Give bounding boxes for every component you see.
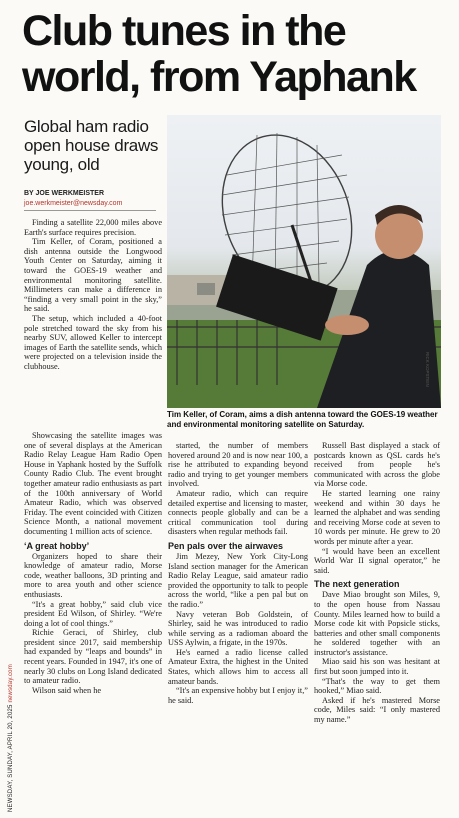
article-column-1-top	[24, 218, 162, 372]
paragraph: “That's the way to get them hooked,” Miao said.	[314, 676, 440, 696]
paragraph: Finding a satellite 22,000 miles above Earth's surface requires precision.	[24, 218, 162, 237]
section-heading: The next generation	[314, 579, 400, 590]
paragraph: Tim Keller, of Coram, positioned a dish antenna outside the Longwood Youth Center on Saturday, aiming it toward the GOES-19 weather and environmental monitoring satellite. Millimeters can make a difference in “finding a very small point in the sky,” he said.	[24, 237, 162, 314]
folio-date: NEWSDAY, SUNDAY, APRIL 20, 2025	[8, 704, 14, 812]
author-email-link[interactable]: joe.werkmeister@newsday.com	[24, 200, 123, 207]
paragraph: Asked if he's mastered Morse code, Miles said: “I only mastered my name.”	[314, 695, 440, 725]
paragraph: The setup, which included a 40-foot pole stretched toward the sky from his nearby SUV, allowed Keller to intercept images of Earth the satellite sends, which were projected on a television inside the clubhouse.	[24, 313, 162, 371]
page-folio	[8, 664, 14, 812]
paragraph: Wilson said when he	[32, 685, 102, 695]
paragraph: Showcasing the satellite images was one of several displays at the American Radio Relay League Ham Radio Open House in Yaphank hosted by the Suffolk County Radio Club. The event brought together amateur radio enthusiasts as part of the 100th anniversary of World Amateur Radio, which was observed Friday. The event coincided with Citizen Science Month, a national movement documenting 1 million acts of science.	[24, 431, 162, 536]
article-photo	[167, 115, 441, 408]
paragraph: “It's an expensive hobby but I enjoy it,” he said.	[168, 686, 308, 705]
headline-line-1: Club tunes in the	[22, 7, 346, 55]
article-column-1-bottom	[24, 431, 162, 695]
article-column-2	[168, 441, 308, 705]
byline-divider	[24, 210, 156, 211]
photo-caption: Tim Keller, of Coram, aims a dish antenna toward the GOES-19 weather and environmental monitoring satellite on Saturday.	[167, 410, 438, 429]
paragraph: started, the number of members hovered around 20 and is now near 100, a rise he attributed to expanding beyond radio and trying to get younger members involved.	[168, 441, 308, 489]
photo-credit: RICK KOPSTEIN	[425, 352, 430, 387]
paragraph: Russell Bast displayed a stack of postcards known as QSL cards he's received from people he's communicated with across the globe via Morse code.	[314, 441, 440, 489]
photo-illustration	[167, 115, 441, 408]
paragraph: Jim Mezey, New York City-Long Island section manager for the American Radio Relay League, said amateur radio provided the opportunity to talk to people across the world, “like a pen pal but on the radio.”	[168, 551, 308, 609]
paragraph: Miao said his son was hesitant at first but soon jumped into it.	[314, 657, 440, 677]
byline: BY JOE WERKMEISTER	[24, 190, 104, 197]
paragraph: Dave Miao brought son Miles, 9, to the open house from Nassau County. Miles learned how to build a Morse code kit with Popsicle sticks, batteries and other small components he soldered together with an instructor's assistance.	[314, 590, 440, 657]
paragraph: Richie Geraci, of Shirley, club president since 2017, said membership had expanded by “leaps and bounds” in recent years. Founded in 1947, it's one of nearly 30 clubs on Long Island dedicated to amateur radio.	[24, 628, 162, 686]
paragraph: “I would have been an excellent World War II signal operator,” he said.	[314, 546, 440, 575]
paragraph: Amateur radio, which can require detailed expertise and licensing to master, connects people globally and can be a critical communication tool during disasters when regular methods fail.	[168, 488, 308, 537]
paragraph: He started learning one rainy weekend and within 30 days he learned the alphabet and was sending and receiving Morse code at seven to 10 words per minute. He grew to 20 words per minute after a year.	[314, 488, 440, 546]
paragraph: “It's a great hobby,” said club vice president Ed Wilson, of Shirley. “We're doing a lot of cool things.”	[24, 599, 162, 628]
paragraph: Organizers hoped to share their knowledge of amateur radio, Morse code, weather balloons, 3D printing and more to area youth and other science enthusiasts.	[24, 551, 162, 599]
section-heading: ‘A great hobby’	[24, 540, 90, 551]
section-heading: Pen pals over the airwaves	[168, 540, 284, 551]
paragraph: Navy veteran Bob Goldstein, of Shirley, said he was introduced to radio while serving as a radioman aboard the USS Aylwin, a frigate, in the 1970s.	[168, 609, 308, 648]
paragraph: He's earned a radio license called Amateur Extra, the highest in the United States, which allows him to access all amateur bands.	[168, 647, 308, 686]
article-column-3	[314, 441, 440, 725]
headline-line-2: world, from Yaphank	[22, 53, 416, 101]
headline	[22, 8, 452, 100]
deck: Global ham radio open house draws young, old	[24, 117, 159, 174]
folio-url-link[interactable]: newsday.com	[8, 664, 14, 703]
